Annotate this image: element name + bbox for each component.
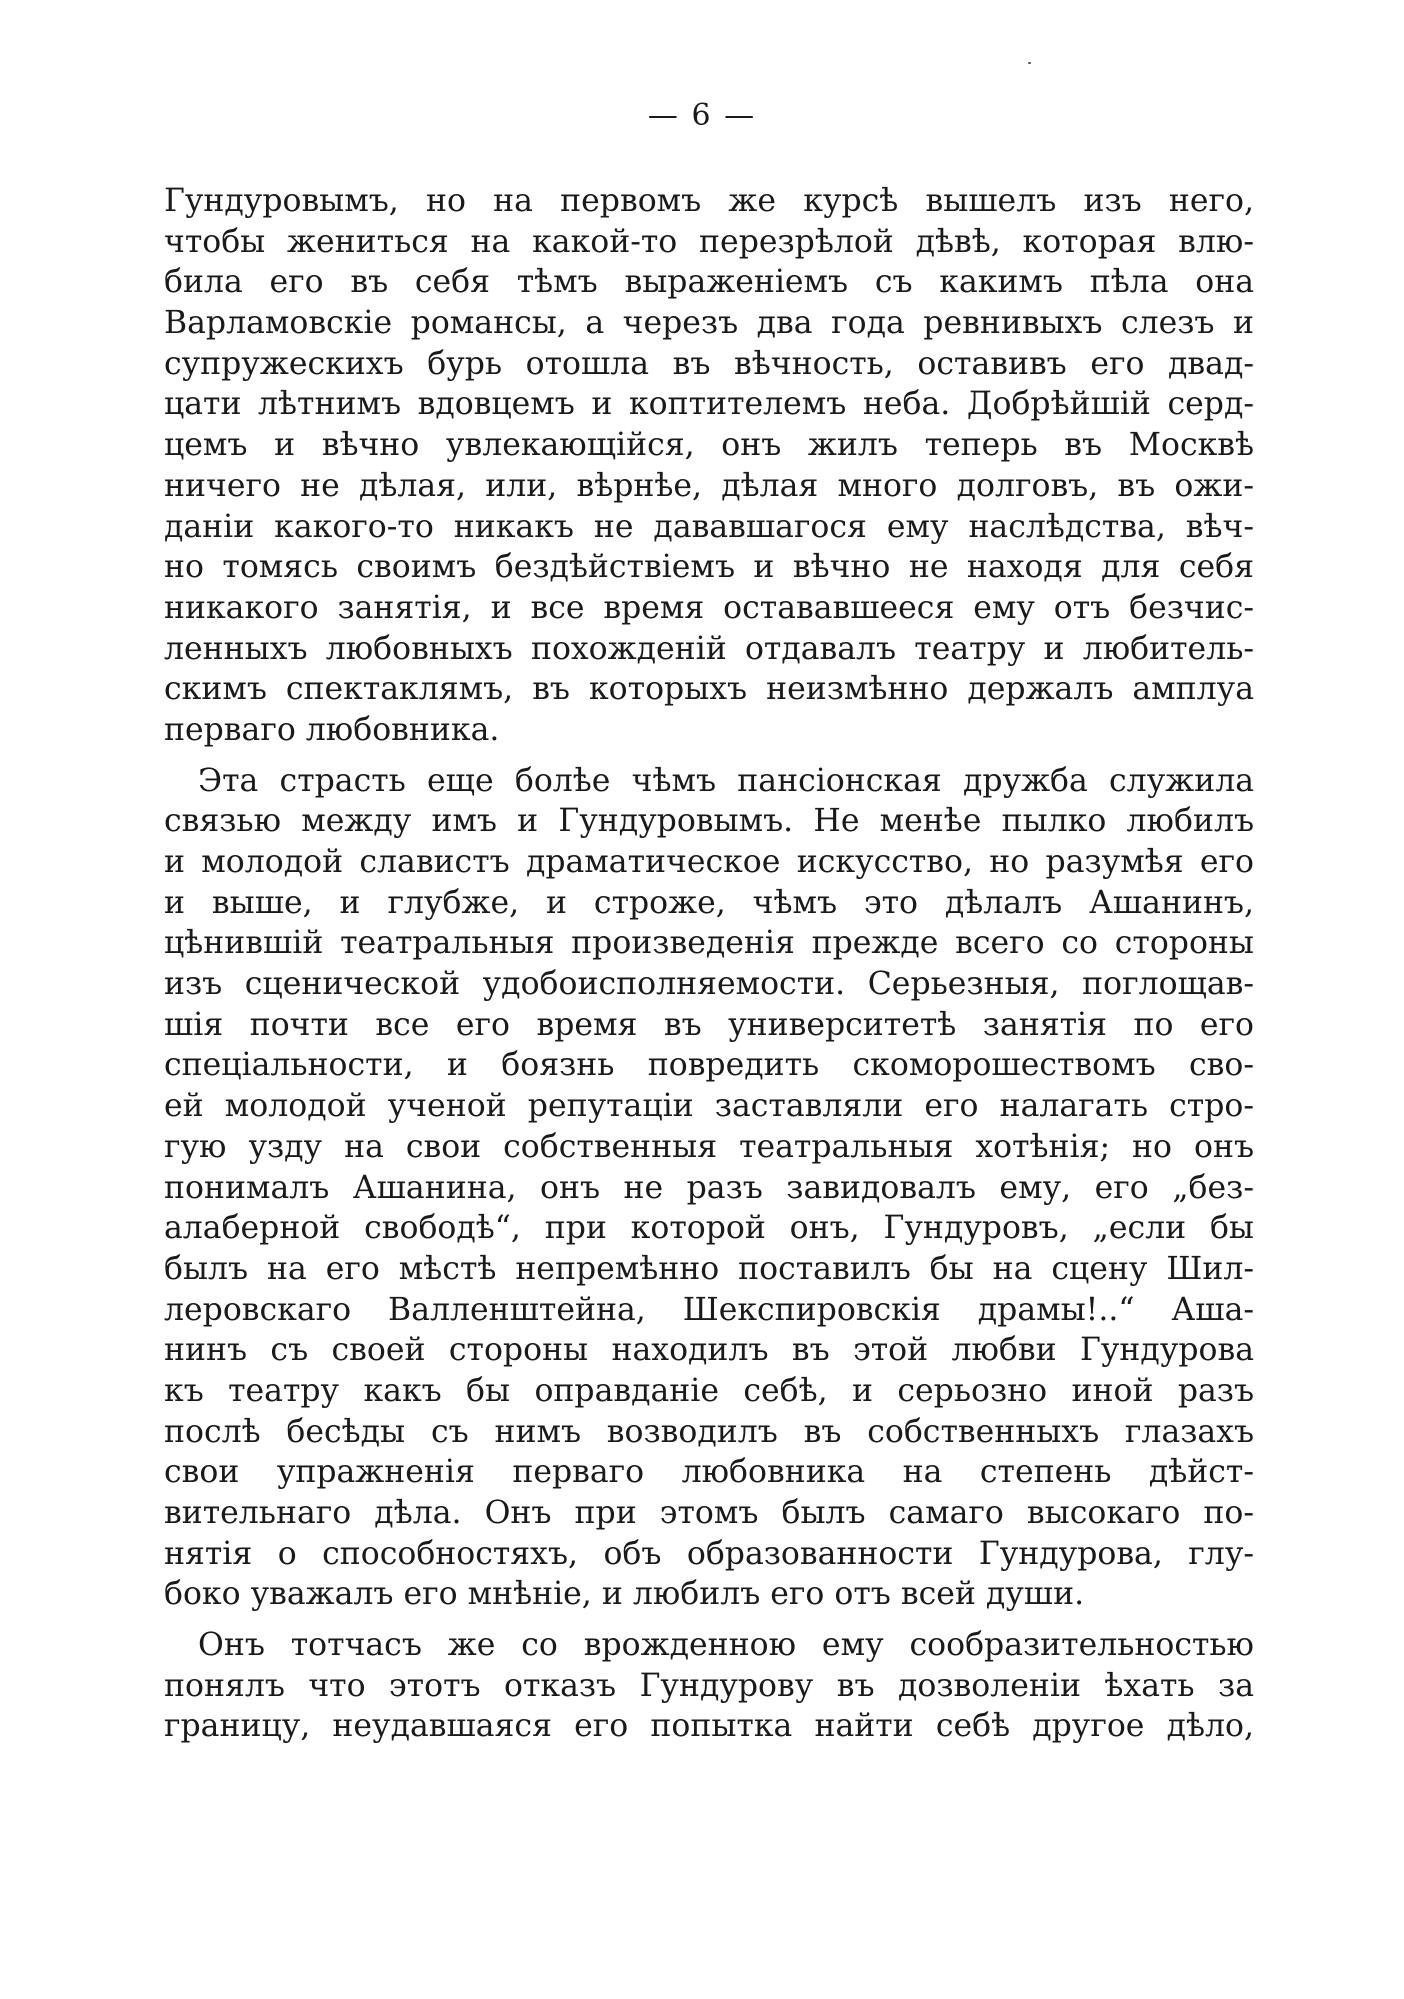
text-line: и молодой славистъ драматическое искусство, но разумѣя его [164, 844, 1254, 880]
paragraph-gap [164, 1615, 1254, 1625]
text-line: цѣнившій театральныя произведенія прежде всего со стороны [164, 925, 1254, 962]
text-line: спеціальности, и боязнь повредить скоморошествомъ сво- [164, 1047, 1254, 1084]
text-line: нятія о способностяхъ, объ образованности Гундурова, глу- [164, 1535, 1254, 1572]
text-line: послѣ бесѣды съ нимъ возводилъ въ собственныхъ глазахъ [164, 1413, 1254, 1450]
text-line: понялъ что этотъ отказъ Гундурову въ дозволеніи ѣхать за [164, 1667, 1254, 1704]
text-line: скимъ спектаклямъ, въ которыхъ неизмѣнно держалъ амплуа [164, 671, 1254, 708]
text-line: изъ сценической удобоисполняемости. Серьезныя, поглощав- [164, 966, 1254, 1003]
text-line: Эта страсть еще болѣе чѣмъ пансіонская дружба служила [198, 762, 1254, 799]
text-line: нинъ съ своей стороны находилъ въ этой любви Гундурова [164, 1332, 1254, 1369]
text-line: вительнаго дѣла. Онъ при этомъ былъ самаго высокаго по- [164, 1495, 1254, 1531]
text-line: алаберной свободѣ“, при которой онъ, Гундуровъ, „если бы [164, 1210, 1254, 1247]
text-line: ей молодой ученой репутаціи заставляли его налагать стро- [164, 1088, 1254, 1125]
text-line: шія почти все его время въ университетѣ занятія по его [164, 1006, 1254, 1043]
text-line: боко уважалъ его мнѣніе, и любилъ его отъ всей души. [164, 1576, 1085, 1613]
text-line: Варламовскіе романсы, а черезъ два года ревнивыхъ слезъ и [164, 305, 1254, 342]
text-line: но томясь своимъ бездѣйствіемъ и вѣчно не находя для себя [164, 549, 1254, 586]
page-number: — 6 — [647, 98, 757, 133]
text-line: даніи какого-то никакъ не дававшагося ему наслѣдства, вѣч- [164, 508, 1254, 545]
body-text [164, 181, 1254, 1747]
paragraph-2 [164, 761, 1254, 1615]
text-line: Гундуровымъ, но на первомъ же курсѣ вышелъ изъ него, [164, 183, 1254, 219]
text-line: перваго любовника. [164, 711, 500, 748]
text-line: цемъ и вѣчно увлекающійся, онъ жилъ теперь въ Москвѣ [164, 427, 1254, 464]
text-line: связью между имъ и Гундуровымъ. Не менѣе пылко любилъ [164, 803, 1254, 840]
ink-speck [1028, 62, 1031, 64]
text-line: былъ на его мѣстѣ непремѣнно поставилъ бы на сцену Шил- [164, 1250, 1254, 1287]
text-line: Онъ тотчасъ же со врожденною ему сообразительностью [198, 1627, 1254, 1664]
paragraph-1 [164, 181, 1254, 751]
text-line: гую узду на свои собственныя театральныя хотѣнія; но онъ [164, 1128, 1254, 1165]
text-line: била его въ себя тѣмъ выраженіемъ съ какимъ пѣла она [164, 264, 1254, 301]
text-line: свои упражненія перваго любовника на степень дѣйст- [164, 1454, 1254, 1491]
paragraph-gap [164, 751, 1254, 761]
text-line: къ театру какъ бы оправданіе себѣ, и серьозно иной разъ [164, 1372, 1254, 1409]
text-line: ничего не дѣлая, или, вѣрнѣе, дѣлая много долговъ, въ ожи- [164, 467, 1254, 504]
text-line: ленныхъ любовныхъ похожденій отдавалъ театру и любитель- [164, 630, 1254, 667]
paragraph-3 [164, 1625, 1254, 1747]
text-line: никакого занятія, и все время остававшееся ему отъ безчис- [164, 589, 1254, 626]
text-line: цати лѣтнимъ вдовцемъ и коптителемъ неба. Добрѣйшій серд- [164, 386, 1254, 423]
text-line: понималъ Ашанина, онъ не разъ завидовалъ ему, его „без- [164, 1169, 1254, 1206]
text-line: леровскаго Валленштейна, Шекспировскія драмы!..“ Аша- [164, 1291, 1254, 1328]
text-line: чтобы жениться на какой-то перезрѣлой дѣвѣ, которая влю- [164, 223, 1254, 260]
text-line: и выше, и глубже, и строже, чѣмъ это дѣлалъ Ашанинъ, [164, 884, 1254, 921]
text-line: границу, неудавшаяся его попытка найти себѣ другое дѣло, [164, 1708, 1254, 1745]
text-line: супружескихъ бурь отошла въ вѣчность, оставивъ его двад- [164, 345, 1254, 382]
